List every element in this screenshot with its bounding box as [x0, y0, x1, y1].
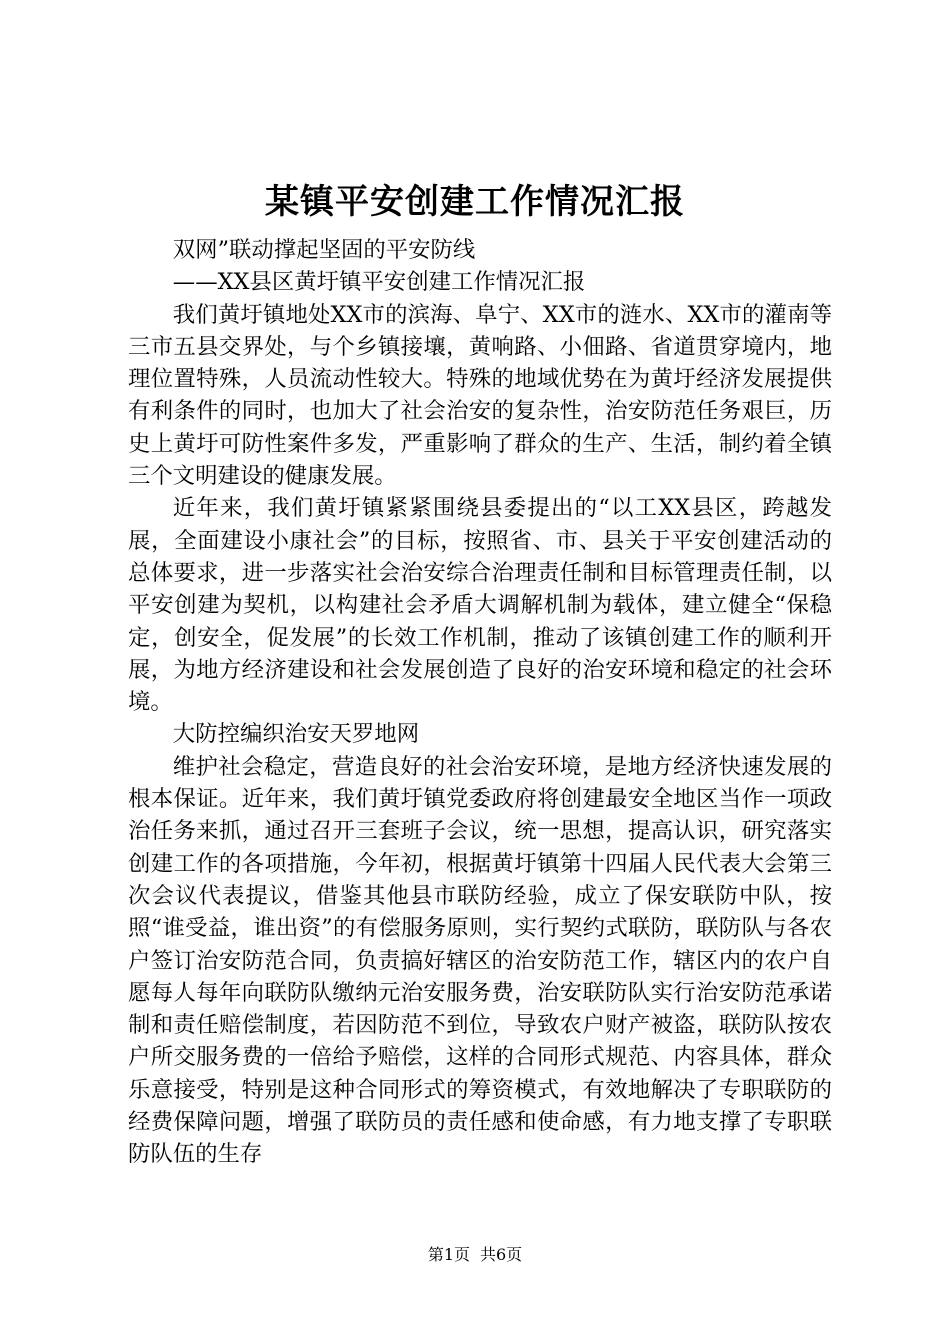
- body-paragraph: 我们黄圩镇地处XX市的滨海、阜宁、XX市的涟水、XX市的灌南等三市五县交界处，与个乡镇接壤，黄响路、小佃路、省道贯穿境内，地理位置特殊，人员流动性较大。特殊的地域优势在为黄圩经济发展提供有利条件的同时，也加大了社会治安的复杂性，治安防范任务艰巨，历史上黄圩可防性案件多发，严重影响了群众的生产、生活，制约着全镇三个文明建设的健康发展。: [128, 301, 832, 490]
- subtitle-line: ——XX县区黄圩镇平安创建工作情况汇报: [172, 269, 586, 296]
- body-paragraph: 近年来，我们黄圩镇紧紧围绕县委提出的“以工XX县区，跨越发展，全面建设小康社会”的目标，按照省、市、县关于平安创建活动的总体要求，进一步落实社会治安综合治理责任制和目标管理责任制，以平安创建为契机，以构建社会矛盾大调解机制为载体，建立健全“保稳定，创安全，促发展”的长效工作机制，推动了该镇创建工作的顺利开展，为地方经济建设和社会发展创造了良好的治安环境和稳定的社会环境。: [128, 495, 832, 716]
- subtitle-line: 双网”联动撑起坚固的平安防线: [172, 237, 476, 263]
- document-body: [128, 234, 832, 1171]
- page-number: 第1页: [427, 1245, 470, 1264]
- page-footer: [0, 1244, 950, 1266]
- section-heading: 大防控编织治安天罗地网: [172, 721, 420, 748]
- document-title: 某镇平安创建工作情况汇报: [265, 182, 685, 222]
- page-total: 共6页: [480, 1245, 523, 1264]
- body-paragraph: 维护社会稳定，营造良好的社会治安环境，是地方经济快速发展的根本保证。近年来，我们黄圩镇党委政府将创建最安全地区当作一项政治任务来抓，通过召开三套班子会议，统一思想，提高认识，研究落实创建工作的各项措施，今年初，根据黄圩镇第十四届人民代表大会第三次会议代表提议，借鉴其他县市联防经验，成立了保安联防中队，按照“谁受益，谁出资”的有偿服务原则，实行契约式联防，联防队与各农户签订治安防范合同，负责搞好辖区的治安防范工作，辖区内的农户自愿每人每年向联防队缴纳元治安服务费，治安联防队实行治安防范承诺制和责任赔偿制度，若因防范不到位，导致农户财产被盗，联防队按农户所交服务费的一倍给予赔偿，这样的合同形式规范、内容具体，群众乐意接受，特别是这种合同形式的筹资模式，有效地解决了专职联防的经费保障问题，增强了联防员的责任感和使命感，有力地支撑了专职联防队伍的生存: [128, 753, 832, 1168]
